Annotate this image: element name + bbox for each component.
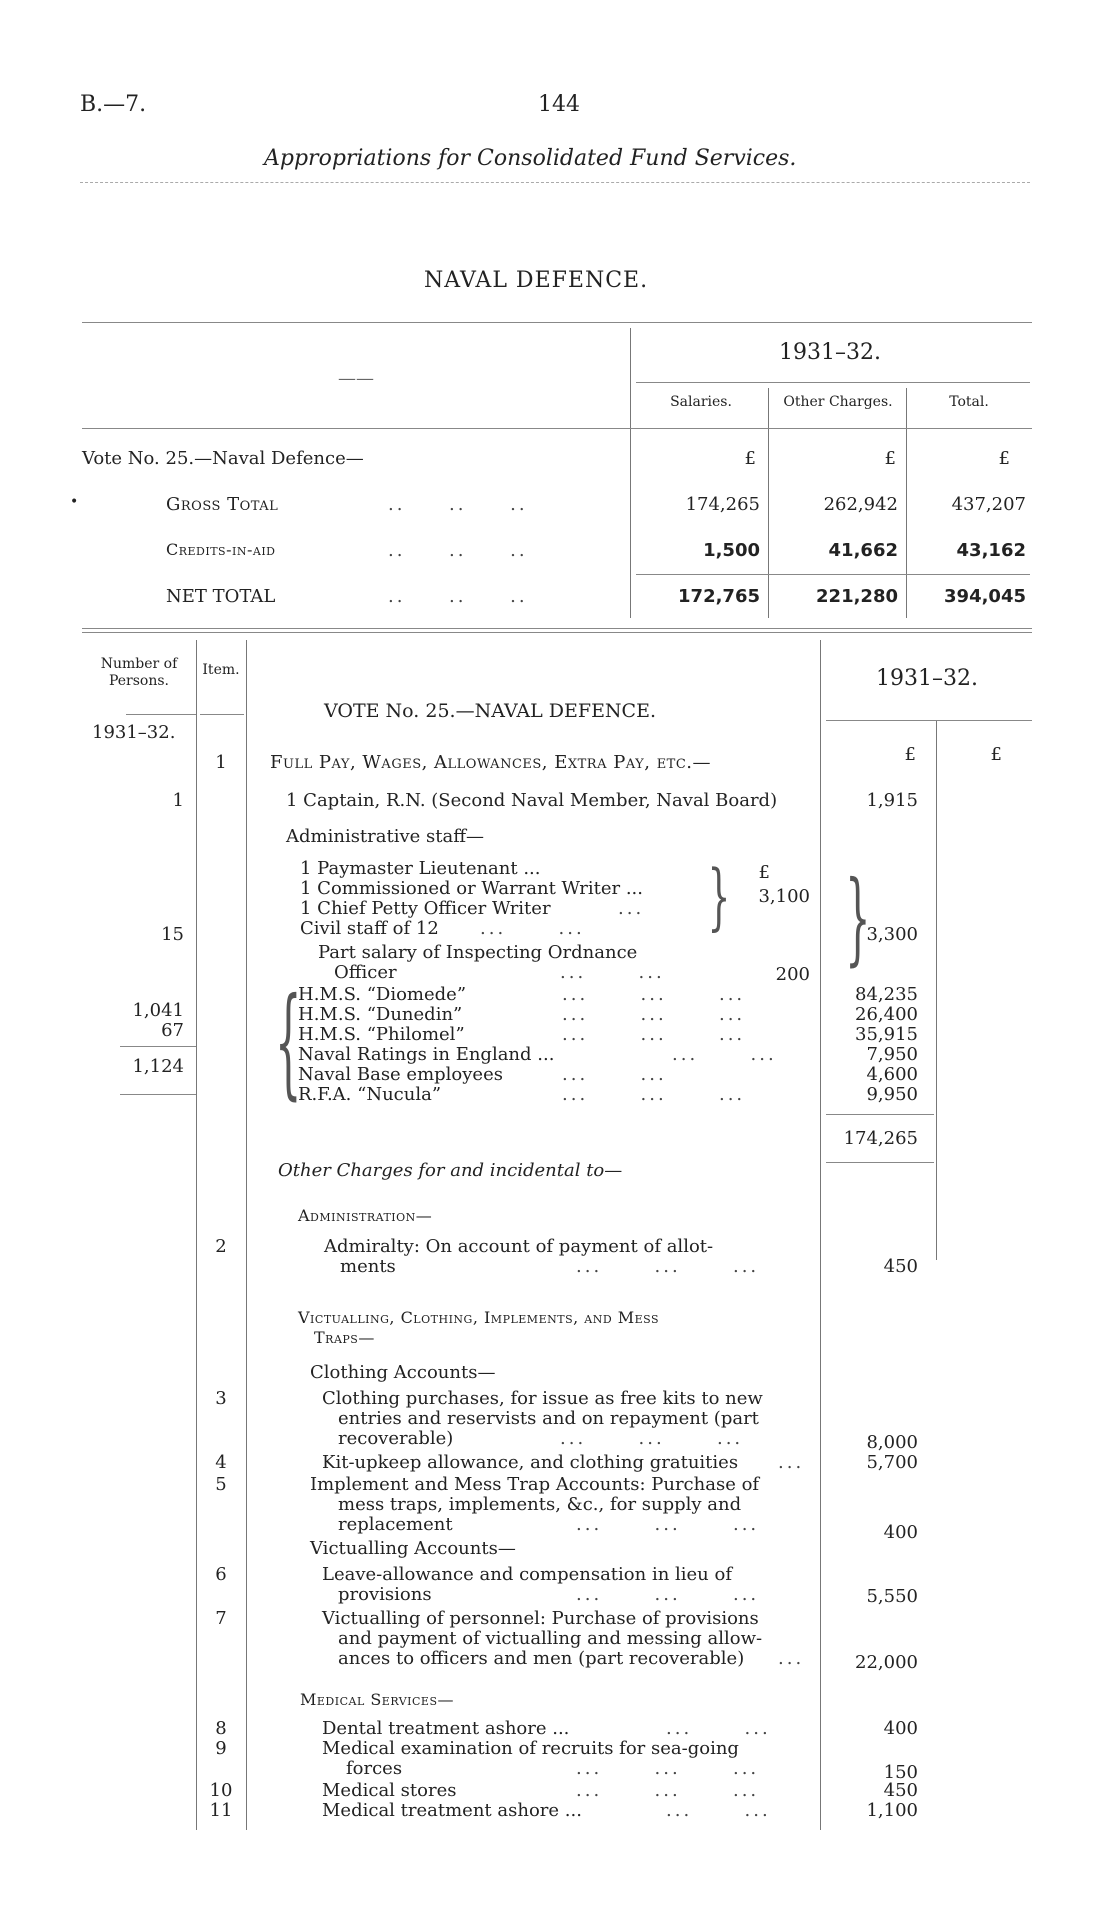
item-number: 2 <box>215 1236 227 1257</box>
item-amount: 1,100 <box>866 1800 918 1821</box>
ship-line: R.F.A. “Nucula” <box>298 1084 442 1105</box>
persons-sum-rule <box>120 1046 196 1047</box>
leader-dots: ... <box>778 1648 805 1669</box>
item-number: 6 <box>215 1564 227 1585</box>
leader-dots: ... ... ... <box>562 984 746 1005</box>
ship-line: Naval Base employees <box>298 1064 503 1085</box>
item-text: Dental treatment ashore ... <box>322 1718 570 1739</box>
gross-total: 437,207 <box>951 494 1026 515</box>
credits-label: Credits-in-aid <box>166 540 276 559</box>
admin-staff-label: Administrative staff— <box>286 826 485 847</box>
document-reference: B.—7. <box>80 92 147 117</box>
total-currency: £ <box>998 448 1010 469</box>
bullet-mark: • <box>70 494 79 510</box>
leader-dots: ... ... ... <box>560 1428 744 1449</box>
persons-total: 1,124 <box>132 1056 184 1077</box>
item-text: Leave-allowance and compensation in lieu of <box>322 1564 732 1585</box>
item-number: 5 <box>215 1474 227 1495</box>
ship-line: H.M.S. “Dunedin” <box>298 1004 463 1025</box>
item-amount: 22,000 <box>855 1652 918 1673</box>
section-title: NAVAL DEFENCE. <box>424 268 649 293</box>
ship-line: Naval Ratings in England ... <box>298 1044 555 1065</box>
item-amount: 400 <box>883 1718 918 1739</box>
ship-amount: 9,950 <box>866 1084 918 1105</box>
col-salaries: Salaries. <box>670 394 732 410</box>
summary-head-rule <box>82 428 1032 429</box>
admin-line: 1 Chief Petty Officer Writer <box>300 898 551 919</box>
leader-dots: ... ... <box>560 962 665 983</box>
credits-total: 43,162 <box>956 540 1026 561</box>
item-text: entries and reservists and on repayment (part <box>338 1408 759 1429</box>
net-total-label: NET TOTAL <box>166 586 276 607</box>
leader-dots: .. .. .. <box>388 494 528 515</box>
item-amount: 400 <box>883 1522 918 1543</box>
summary-blank-col: —— <box>338 368 374 389</box>
admin-line: Civil staff of 12 <box>300 918 439 939</box>
clothing-accounts-label: Clothing Accounts— <box>310 1362 496 1383</box>
item-amount: 8,000 <box>866 1432 918 1453</box>
admin-total: 3,300 <box>866 924 918 945</box>
captain-persons: 1 <box>172 790 184 811</box>
running-title: Appropriations for Consolidated Fund Services. <box>264 146 797 171</box>
vote-label: Vote No. 25.—Naval Defence— <box>82 448 364 469</box>
item-number: 4 <box>215 1452 227 1473</box>
col-total: Total. <box>949 394 989 410</box>
victualling-heading: Victualling, Clothing, Implements, and Mess <box>298 1308 660 1327</box>
ships-persons-b: 67 <box>161 1020 184 1041</box>
persons-total-rule <box>120 1094 196 1095</box>
summary-col-sep-1 <box>768 388 769 618</box>
item-text: Kit-upkeep allowance, and clothing gratuities <box>322 1452 739 1473</box>
item-text: ances to officers and men (part recoverable) <box>338 1648 745 1669</box>
leader-dots: ... ... <box>562 1064 667 1085</box>
leader-dots: ... ... <box>666 1718 771 1739</box>
leader-dots: ... ... ... <box>576 1780 760 1801</box>
item-head-rule <box>200 714 244 715</box>
net-salaries: 172,765 <box>678 586 760 607</box>
amount-col-line <box>820 640 821 1830</box>
brace-icon: { <box>274 973 302 1112</box>
amount-col-line-2 <box>936 720 937 1260</box>
brace-icon: } <box>707 854 731 938</box>
gross-salaries: 174,265 <box>685 494 760 515</box>
persons-year: 1931–32. <box>92 722 176 743</box>
subtotal-rule-bottom <box>826 1162 934 1163</box>
ship-amount: 7,950 <box>866 1044 918 1065</box>
victualling-accounts-label: Victualling Accounts— <box>310 1538 516 1559</box>
ordnance-amount: 200 <box>775 964 810 985</box>
leader-dots: ... ... <box>672 1044 777 1065</box>
item-text: ments <box>340 1256 396 1277</box>
full-pay-heading: Full Pay, Wages, Allowances, Extra Pay, etc.— <box>270 752 712 773</box>
ship-amount: 4,600 <box>866 1064 918 1085</box>
col-number-of-persons: Number of Persons. <box>100 656 178 689</box>
item-number: 9 <box>215 1738 227 1759</box>
persons-head-rule <box>126 714 196 715</box>
ship-line: H.M.S. “Diomede” <box>298 984 467 1005</box>
detail-top-rule <box>82 628 1032 629</box>
item-text: Clothing purchases, for issue as free kits to new <box>322 1388 763 1409</box>
admin-line: 1 Commissioned or Warrant Writer ... <box>300 878 643 899</box>
net-total: 394,045 <box>944 586 1026 607</box>
credits-salaries: 1,500 <box>703 540 760 561</box>
leader-dots: ... <box>778 1452 805 1473</box>
item-number: 10 <box>209 1780 233 1801</box>
ordnance-line: Part salary of Inspecting Ordnance <box>318 942 638 963</box>
leader-dots: ... ... ... <box>576 1256 760 1277</box>
leader-dots: ... ... ... <box>562 1024 746 1045</box>
col-item: Item. <box>202 662 240 678</box>
summary-col-sep-2 <box>906 388 907 618</box>
other-currency: £ <box>884 448 896 469</box>
item-text: Medical examination of recruits for sea-going <box>322 1738 739 1759</box>
item-text: Medical treatment ashore ... <box>322 1800 582 1821</box>
leader-dots: ... ... ... <box>562 1084 746 1105</box>
item-amount: 450 <box>883 1256 918 1277</box>
subtotal-rule <box>826 1114 934 1115</box>
leader-dots: ... ... ... <box>562 1004 746 1025</box>
item-text: Implement and Mess Trap Accounts: Purchase of <box>310 1474 760 1495</box>
page-number: 144 <box>538 92 580 117</box>
victualling-heading-cont: Traps— <box>314 1328 375 1347</box>
admin-persons: 15 <box>161 924 184 945</box>
item-text: provisions <box>338 1584 432 1605</box>
item-text: Medical stores <box>322 1780 457 1801</box>
net-other: 221,280 <box>816 586 898 607</box>
ships-persons-a: 1,041 <box>132 1000 184 1021</box>
item-text: and payment of victualling and messing allow- <box>338 1628 763 1649</box>
persons-col-line <box>196 640 197 1830</box>
leader-dots: ... ... <box>480 918 585 939</box>
item-text: recoverable) <box>338 1428 454 1449</box>
item-text: forces <box>346 1758 403 1779</box>
leader-dots: ... ... ... <box>576 1514 760 1535</box>
admin-line: 1 Paymaster Lieutenant ... <box>300 858 541 879</box>
gross-total-label: Gross Total <box>166 494 279 515</box>
vote-heading: VOTE No. 25.—NAVAL DEFENCE. <box>324 700 657 722</box>
item-text: Admiralty: On account of payment of allot- <box>324 1236 714 1257</box>
item-text: mess traps, implements, &c., for supply and <box>338 1494 742 1515</box>
detail-year: 1931–32. <box>876 666 978 691</box>
item-amount: 150 <box>883 1762 918 1783</box>
detail-year-rule <box>826 720 1032 721</box>
item-number: 1 <box>215 752 227 773</box>
other-charges-label: Other Charges for and incidental to— <box>278 1160 623 1181</box>
leader-dots: ... ... ... <box>576 1758 760 1779</box>
currency-col-1: £ <box>904 744 916 765</box>
salaries-currency: £ <box>744 448 756 469</box>
administration-heading: Administration— <box>298 1206 433 1225</box>
detail-top-rule-2 <box>82 632 1032 633</box>
item-amount: 450 <box>883 1780 918 1801</box>
item-number: 3 <box>215 1388 227 1409</box>
item-text: Victualling of personnel: Purchase of provisions <box>322 1608 759 1629</box>
ordnance-line: Officer <box>334 962 397 983</box>
summary-divider <box>630 328 631 618</box>
item-amount: 5,550 <box>866 1586 918 1607</box>
ship-amount: 26,400 <box>855 1004 918 1025</box>
ship-amount: 84,235 <box>855 984 918 1005</box>
summary-top-rule <box>82 322 1032 323</box>
leader-dots: .. .. .. <box>388 586 528 607</box>
col-other-charges: Other Charges. <box>783 394 893 410</box>
ship-line: H.M.S. “Philomel” <box>298 1024 465 1045</box>
leader-dots: ... ... <box>666 1800 771 1821</box>
net-rule <box>636 574 1030 575</box>
item-amount: 5,700 <box>866 1452 918 1473</box>
gross-other: 262,942 <box>823 494 898 515</box>
header-rule <box>80 182 1030 183</box>
leader-dots: ... <box>618 898 645 919</box>
admin-sub-currency: £ <box>758 862 770 883</box>
medical-heading: Medical Services— <box>300 1690 454 1709</box>
brace-icon: } <box>845 859 871 976</box>
leader-dots: .. .. .. <box>388 540 528 561</box>
summary-year-rule <box>636 382 1030 383</box>
pay-subtotal: 174,265 <box>843 1128 918 1149</box>
ship-amount: 35,915 <box>855 1024 918 1045</box>
captain-amount: 1,915 <box>866 790 918 811</box>
leader-dots: ... ... ... <box>576 1584 760 1605</box>
item-number: 11 <box>209 1800 233 1821</box>
item-number: 7 <box>215 1608 227 1629</box>
summary-year: 1931–32. <box>779 340 881 365</box>
currency-col-2: £ <box>990 744 1002 765</box>
credits-other: 41,662 <box>828 540 898 561</box>
admin-sub-amount: 3,100 <box>758 886 810 907</box>
item-text: replacement <box>338 1514 453 1535</box>
item-number: 8 <box>215 1718 227 1739</box>
captain-line: 1 Captain, R.N. (Second Naval Member, Naval Board) <box>286 790 778 811</box>
item-col-line <box>246 640 247 1830</box>
